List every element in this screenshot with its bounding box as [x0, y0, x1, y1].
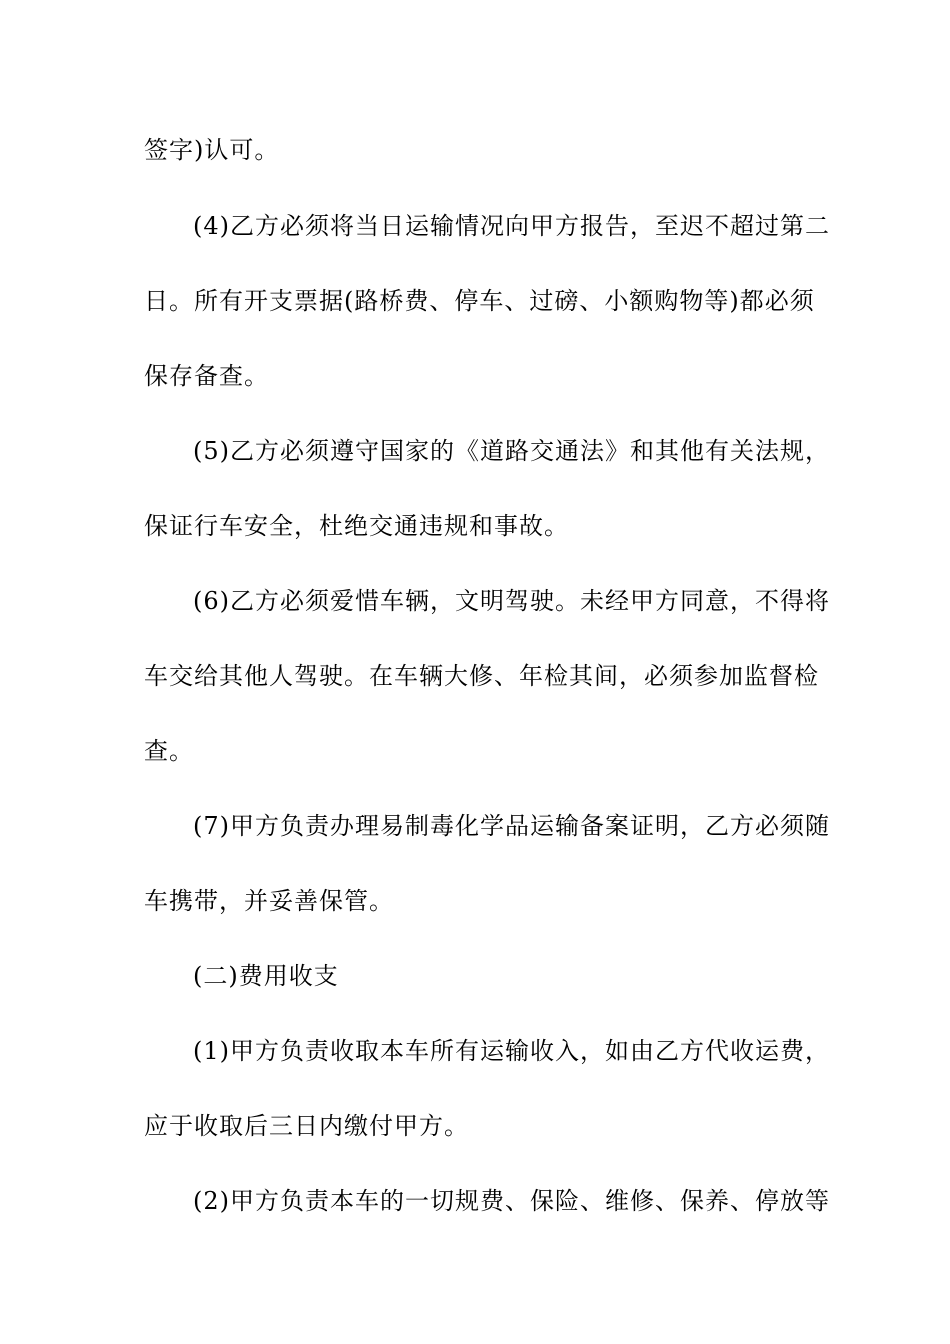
paragraph-6-line-1: (6)乙方必须爱惜车辆，文明驾驶。未经甲方同意，不得将 — [193, 587, 830, 615]
paragraph-4-line-1: (4)乙方必须将当日运输情况向甲方报告，至迟不超过第二 — [193, 212, 830, 240]
text-line: 保存备查。 — [144, 362, 269, 390]
text-line: 车交给其他人驾驶。在车辆大修、年检其间，必须参加监督检 — [144, 662, 819, 690]
fees-paragraph-2-line-1: (2)甲方负责本车的一切规费、保险、维修、保养、停放等 — [193, 1187, 830, 1215]
paragraph-5-line-1: (5)乙方必须遵守国家的《道路交通法》和其他有关法规， — [193, 437, 830, 465]
paragraph-7-line-1: (7)甲方负责办理易制毒化学品运输备案证明，乙方必须随 — [193, 812, 830, 840]
section-heading-fees: (二)费用收支 — [193, 962, 339, 990]
text-line: 查。 — [144, 737, 194, 765]
fees-paragraph-1-line-1: (1)甲方负责收取本车所有运输收入，如由乙方代收运费， — [193, 1037, 830, 1065]
text-line: 日。所有开支票据(路桥费、停车、过磅、小额购物等)都必须 — [144, 287, 815, 315]
text-line: 车携带，并妥善保管。 — [144, 887, 394, 915]
text-line: 保证行车安全，杜绝交通违规和事故。 — [144, 512, 569, 540]
text-line: 签字)认可。 — [144, 136, 280, 164]
text-line: 应于收取后三日内缴付甲方。 — [144, 1112, 469, 1140]
